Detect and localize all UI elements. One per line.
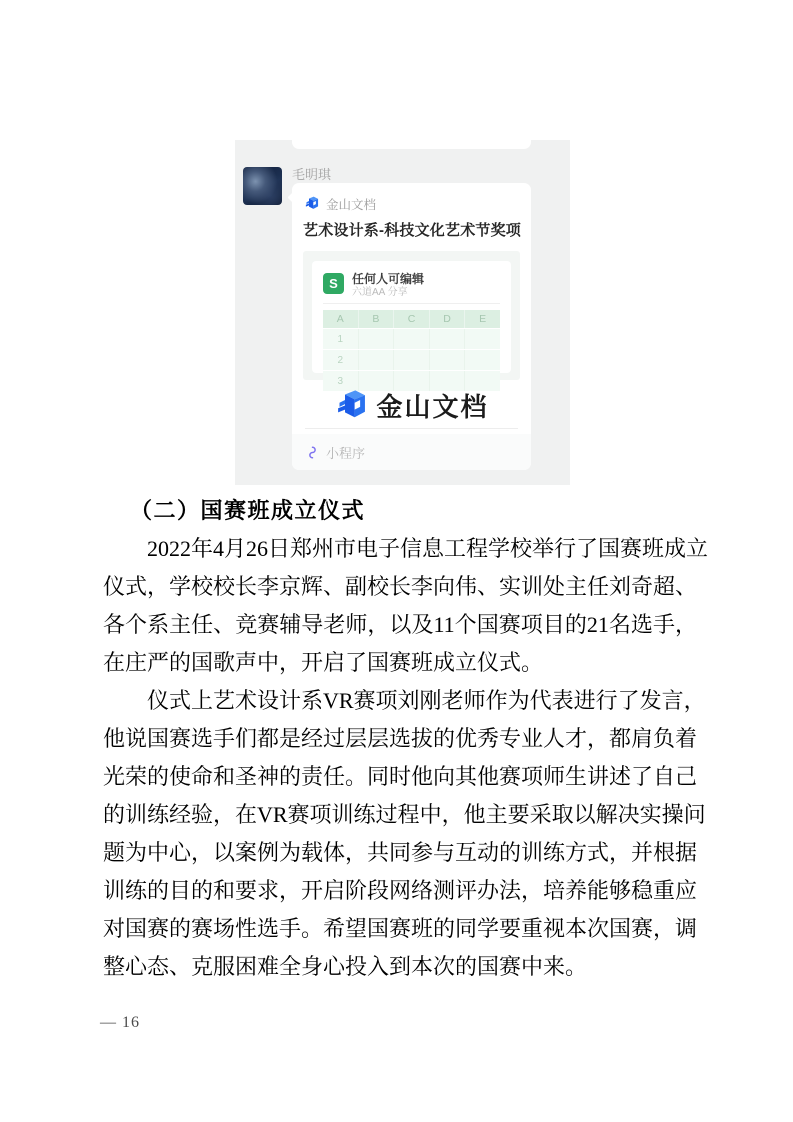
page-number: — 16 [100,1014,140,1031]
document-body [103,530,709,986]
column-header-cell: D [430,310,466,328]
sheet-grid [323,310,500,391]
body-line: 对国赛的赛场性选手。希望国赛班的同学要重视本次国赛，调 [103,916,698,941]
sheet-cell [394,350,430,370]
previous-message-bubble [292,140,531,149]
body-line: 仪式，学校校长李京辉、副校长李向伟、实训处主任刘奇超、 [103,574,698,599]
avatar[interactable] [243,167,282,205]
kdocs-logo-row [292,388,531,422]
row-number-cell: 3 [323,371,359,391]
permission-label: 任何人可编辑 [352,272,425,286]
sheet-cell [465,350,500,370]
body-line: 他说国赛选手们都是经过层层选拔的优秀专业人才，都肩负着 [103,726,698,751]
column-header-cell: B [359,310,395,328]
sheet-preview-card [312,261,511,387]
app-name-label: 金山文档 [326,197,377,212]
sender-name: 毛明琪 [292,167,332,182]
sheet-cell [394,329,430,349]
permission-row [323,273,500,297]
card-title: 艺术设计系-科技文化艺术节奖项 [303,222,521,239]
card-header [292,183,531,211]
section-heading: （二）国赛班成立仪式 [130,498,366,523]
sheet-cell [430,329,466,349]
grid-row [323,328,500,349]
body-line: 训练的目的和要求，开启阶段网络测评办法，培养能够稳重应 [103,878,698,903]
kdocs-logo-icon-large [334,389,367,422]
row-number-cell: 1 [323,329,359,349]
share-info-label: 六道AA 分享 [352,287,408,298]
grid-header-row [323,310,500,328]
sheet-preview [303,251,520,387]
grid-row [323,349,500,370]
body-line: 仪式上艺术设计系VR赛项刘刚老师作为代表进行了发言， [147,688,706,713]
sheet-cell [465,329,500,349]
divider [323,303,500,304]
card-footer [292,434,531,470]
card-divider [305,428,518,429]
sheet-cell [359,350,395,370]
miniprogram-icon [305,445,320,460]
body-line: 光荣的使命和圣神的责任。同时他向其他赛项师生讲述了自己 [103,764,698,789]
kdocs-logo-text: 金山文档 [376,391,489,422]
body-line: 的训练经验，在VR赛项训练过程中，他主要采取以解决实操问 [103,802,706,827]
body-line: 整心态、克服困难全身心投入到本次的国赛中来。 [103,954,588,979]
body-line: 在庄严的国歌声中，开启了国赛班成立仪式。 [103,650,544,675]
body-line: 各个系主任、竞赛辅导老师，以及11个国赛项目的21名选手， [103,612,697,637]
column-header-cell: C [394,310,430,328]
row-number-cell: 2 [323,350,359,370]
body-line: 题为中心，以案例为载体，共同参与互动的训练方式，并根据 [103,840,698,865]
column-header-cell: A [323,310,359,328]
sheet-cell [430,350,466,370]
body-line: 2022年4月26日郑州市电子信息工程学校举行了国赛班成立 [147,536,709,561]
column-header-cell: E [479,313,487,325]
sheet-cell [359,329,395,349]
spreadsheet-icon: S [323,273,344,294]
miniprogram-label: 小程序 [326,445,366,461]
kdocs-logo-icon [304,196,319,211]
chat-screenshot [235,140,570,485]
miniprogram-card[interactable] [292,183,531,470]
